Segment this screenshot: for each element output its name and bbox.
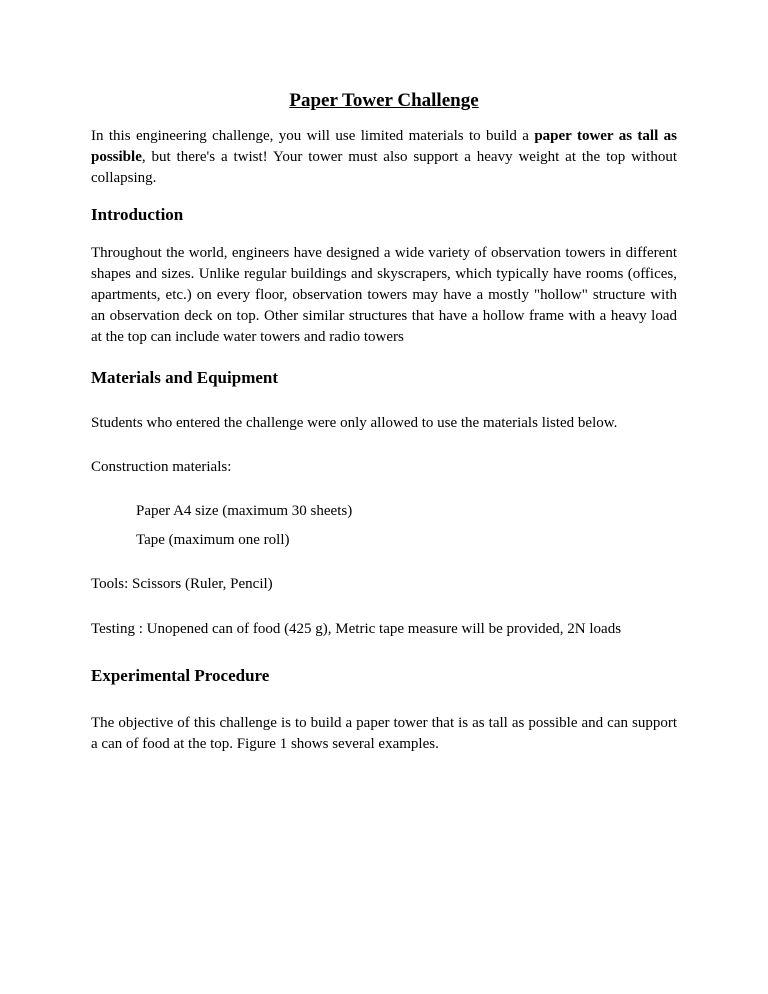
- introduction-paragraph: Throughout the world, engineers have designed a wide variety of observation towers in different shapes and sizes. Unlike regular buildings and skyscrapers, which typically have rooms (offices, apartments, etc.) on every floor, observation towers may have a mostly "hollow" structure with an observation deck on top. Other similar structures that have a hollow frame with a heavy load at the top can include water towers and radio towers: [91, 245, 677, 345]
- section-heading-materials: Materials and Equipment: [91, 368, 279, 387]
- page-title: Paper Tower Challenge: [289, 90, 479, 111]
- materials-intro-line: Students who entered the challenge were only allowed to use the materials listed below.: [91, 415, 618, 431]
- intro-text-after-bold: , but there's a twist! Your tower must also support a heavy weight at the top without collapsing.: [91, 149, 677, 186]
- construction-materials-label: Construction materials:: [91, 459, 232, 475]
- tools-line: Tools: Scissors (Ruler, Pencil): [91, 576, 273, 592]
- intro-bold-text: paper tower as tall as possible: [91, 128, 677, 165]
- testing-line: Testing : Unopened can of food (425 g), Metric tape measure will be provided, 2N loads: [91, 621, 622, 637]
- section-heading-introduction: Introduction: [91, 205, 184, 224]
- construction-item-paper: Paper A4 size (maximum 30 sheets): [136, 503, 353, 519]
- construction-item-tape: Tape (maximum one roll): [136, 532, 290, 548]
- section-heading-experimental-procedure: Experimental Procedure: [91, 666, 270, 685]
- intro-text-before-bold: In this engineering challenge, you will use limited materials to build a: [91, 128, 535, 144]
- procedure-paragraph: The objective of this challenge is to build a paper tower that is as tall as possible and can support a can of food at the top. Figure 1 shows several examples.: [91, 715, 677, 752]
- intro-paragraph: [91, 126, 677, 189]
